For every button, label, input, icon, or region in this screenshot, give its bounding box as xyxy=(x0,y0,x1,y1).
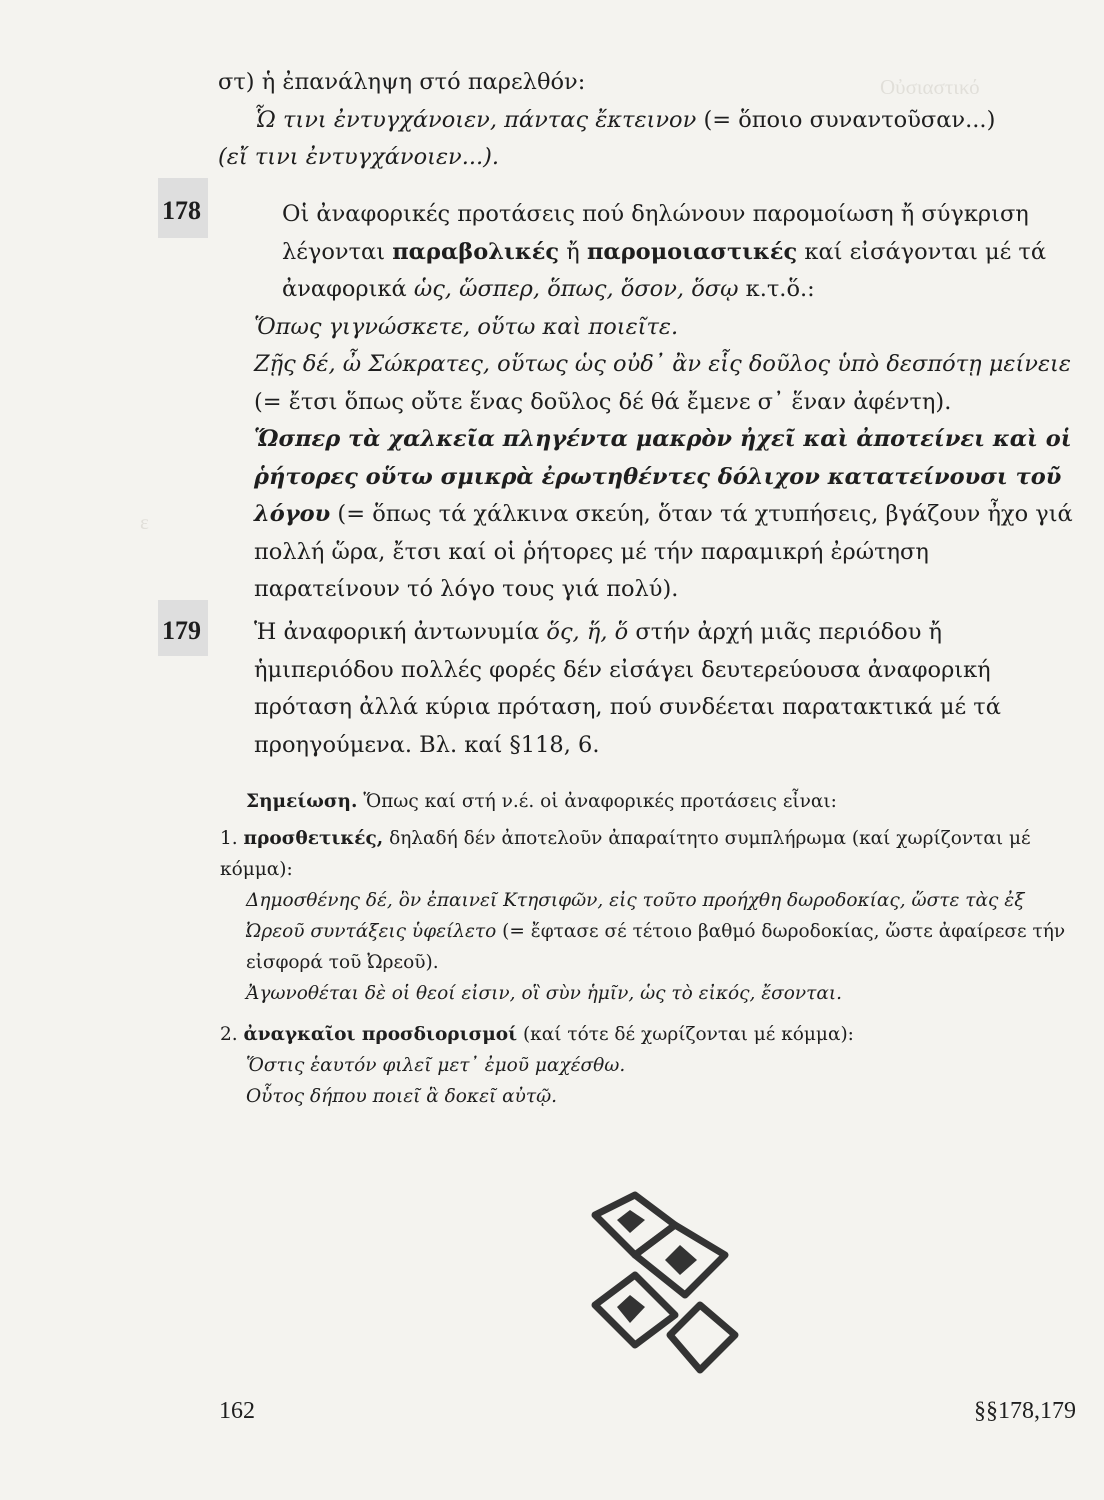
section-178-text-b: ἤ xyxy=(566,238,580,265)
note-item-1-example-1-greek: Δημοσθένης δέ, ὃν ἐπαινεῖ Κτησιφῶν, εἰς τοῦτο προήχθη δωροδοκίας, ὥστε τὰς ἐξ Ὠρεοῦ συντάξεις ὑφείλετο xyxy=(246,890,1025,942)
section-reference: §§178,179 xyxy=(974,1398,1076,1424)
example-zes-greek: Ζῇς δέ, ὦ Σώκρατες, οὕτως ὡς οὐδ᾽ ἂν εἷς δοῦλος ὑπὸ δεσπότῃ μείνειε xyxy=(254,351,1071,377)
example-hosper xyxy=(218,421,1080,609)
intro-example-2: (εἴ τινι ἐντυγχάνοιεν...). xyxy=(218,144,500,170)
example-zes xyxy=(218,346,1080,421)
term-parabolic: παραβολικές xyxy=(392,238,560,265)
example-hopos: Ὅπως γιγνώσκετε, οὕτω καὶ ποιεῖτε. xyxy=(254,313,679,340)
section-178-body xyxy=(218,196,1080,309)
intro-example-gloss: (= ὅποιο συναντοῦσαν...) xyxy=(703,106,996,133)
note-label: Σημείωση. xyxy=(246,791,358,812)
note-item-1-example-1-gloss: (= ἔφτασε σέ τέτοιο βαθμό δωροδοκίας, ὥστε ἀφαίρεσε τήν εἰσφορά τοῦ Ὠρεοῦ). xyxy=(246,921,1066,973)
example-hosper-greek: Ὥσπερ τὰ χαλκεῖα πληγέντα μακρὸν ἠχεῖ καὶ ἀποτείνει καὶ οἱ ῥήτορες οὕτω σμικρὰ ἐρωτηθέντες δόλιχον κατατείνουσι τοῦ λόγου xyxy=(254,426,1072,527)
note-item-1-example-2: Ἀγωνοθέται δὲ οἱ θεοί εἰσιν, οἳ σὺν ἡμῖν, ὡς τὸ εἰκός, ἔσονται. xyxy=(246,983,843,1004)
note-intro-text: Ὅπως καί στή ν.έ. οἱ ἀναφορικές προτάσεις εἶναι: xyxy=(363,791,837,812)
intro-line: στ) ἡ ἐπανάληψη στό παρελθόν: xyxy=(218,69,586,95)
section-178-text-d: κ.τ.ὅ.: xyxy=(745,276,815,302)
section-178-text-c: καί εἰσάγονται μέ τά ἀναφορικά xyxy=(282,238,1047,302)
term-comparative: παρομοιαστικές xyxy=(586,238,798,265)
section-179-text-b: στήν ἀρχή μιᾶς περιόδου ἤ ἡμιπεριόδου πολλές φορές δέν εἰσάγει δευτερεύουσα ἀναφορική πρόταση ἀλλά κύρια πρόταση, πού συνδέεται παρατακτικά μέ τά προηγούμενα. Βλ. καί §118, 6. xyxy=(254,619,1001,758)
note-item-1 xyxy=(220,823,1082,885)
note-item-2-example-1: Ὅστις ἑαυτόν φιλεῖ μετ᾽ ἐμοῦ μαχέσθω. xyxy=(246,1055,626,1076)
example-zes-gloss: (= ἔτσι ὅπως οὔτε ἕνας δοῦλος δέ θά ἔμενε σ᾽ ἕναν ἀφέντη). xyxy=(254,388,952,415)
conjunction-list: ὡς, ὥσπερ, ὅπως, ὅσον, ὅσῳ xyxy=(413,276,739,302)
intro-block xyxy=(218,64,1080,177)
note-block xyxy=(220,786,1082,1112)
note-item-2-text: (καί τότε δέ χωρίζονται μέ κόμμα): xyxy=(522,1024,854,1045)
intro-example xyxy=(218,102,1080,140)
section-179-body xyxy=(218,614,1080,764)
intro-example-greek: Ὧ τινι ἐντυγχάνοιεν, πάντας ἔκτεινον xyxy=(254,106,697,133)
section-179 xyxy=(218,614,1080,764)
section-179-text-a: Ἡ ἀναφορική ἀντωνυμία xyxy=(254,619,540,645)
example-hosper-gloss: (= ὅπως τά χάλκινα σκεύη, ὅταν τά χτυπήσεις, βγάζουν ἦχο γιά πολλή ὥρα, ἔτσι καί οἱ ῥήτορες μέ τήν παραμικρή ἐρώτηση παρατείνουν τό λόγο τους γιά πολύ). xyxy=(254,501,1073,602)
note-item-2 xyxy=(220,1019,1082,1050)
note-item-1-number: 1. xyxy=(220,828,238,849)
section-178-number: 178 xyxy=(162,196,201,225)
note-item-2-term: ἀναγκαῖοι προσδιορισμοί xyxy=(243,1024,518,1045)
section-179-number: 179 xyxy=(162,616,201,645)
bleed-through-text: Οὐσιαστικό xyxy=(880,75,980,99)
note-item-2-number: 2. xyxy=(220,1024,238,1045)
relative-pronoun: ὅς, ἥ, ὅ xyxy=(546,619,629,645)
note-intro xyxy=(246,786,1082,817)
section-178 xyxy=(218,196,1080,609)
note-item-1-example-1 xyxy=(246,885,1082,978)
section-178-text-a: Οἱ ἀναφορικές προτάσεις πού δηλώνουν παρομοίωση ἤ σύγκριση λέγονται xyxy=(282,201,1029,265)
page-number: 162 xyxy=(219,1398,255,1424)
bleed-through-text: ε xyxy=(140,510,149,534)
ornament-icon xyxy=(575,1185,745,1385)
note-item-1-text: δηλαδή δέν ἀποτελοῦν ἀπαραίτητο συμπλήρωμα (καί χωρίζονται μέ κόμμα): xyxy=(220,828,1031,880)
note-item-1-term: προσθετικές, xyxy=(243,828,384,849)
note-item-2-example-2: Οὗτος δήπου ποιεῖ ἃ δοκεῖ αὐτῷ. xyxy=(246,1086,558,1107)
